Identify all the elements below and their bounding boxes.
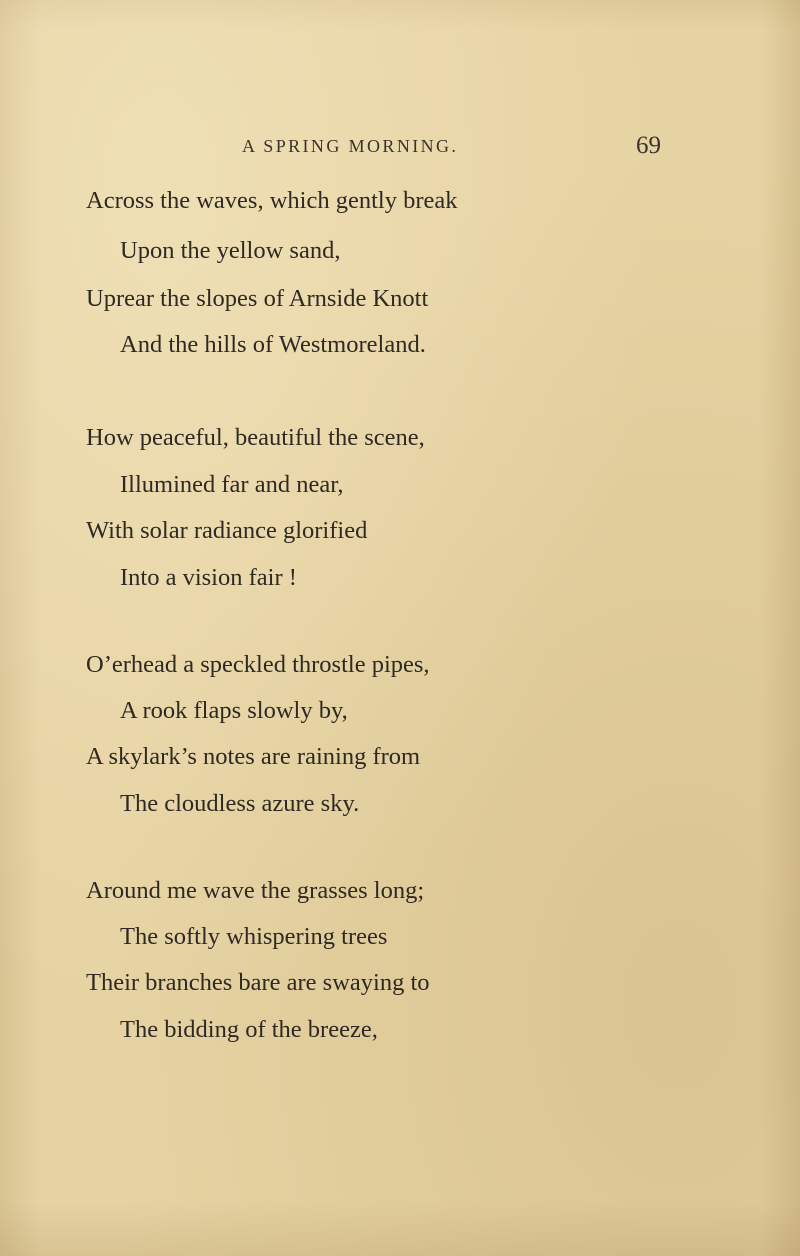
poem-line: With solar radiance glorified bbox=[86, 517, 368, 544]
poem-line: How peaceful, beautiful the scene, bbox=[86, 424, 425, 451]
poem-line: O’erhead a speckled throstle pipes, bbox=[86, 651, 430, 678]
poem-line: Uprear the slopes of Arnside Knott bbox=[86, 285, 429, 312]
poem-line: The bidding of the breeze, bbox=[120, 1016, 378, 1043]
poem-line: A skylark’s notes are raining from bbox=[86, 743, 421, 770]
poem-line: The cloudless azure sky. bbox=[120, 790, 360, 817]
poem-line: Around me wave the grasses long; bbox=[86, 877, 425, 904]
poem-line: Illumined far and near, bbox=[120, 471, 344, 498]
poem-line: Across the waves, which gently break bbox=[86, 187, 458, 214]
running-title: A SPRING MORNING. bbox=[242, 136, 459, 156]
poem-line: And the hills of Westmoreland. bbox=[120, 331, 426, 358]
poem-line: Their branches bare are swaying to bbox=[86, 969, 430, 996]
poem-line: Upon the yellow sand, bbox=[120, 237, 341, 264]
poem-line: The softly whispering trees bbox=[120, 923, 388, 950]
running-head bbox=[0, 132, 800, 162]
page-number: 69 bbox=[636, 132, 661, 159]
poem-line: A rook flaps slowly by, bbox=[120, 697, 348, 724]
poem-line: Into a vision fair ! bbox=[120, 564, 297, 591]
